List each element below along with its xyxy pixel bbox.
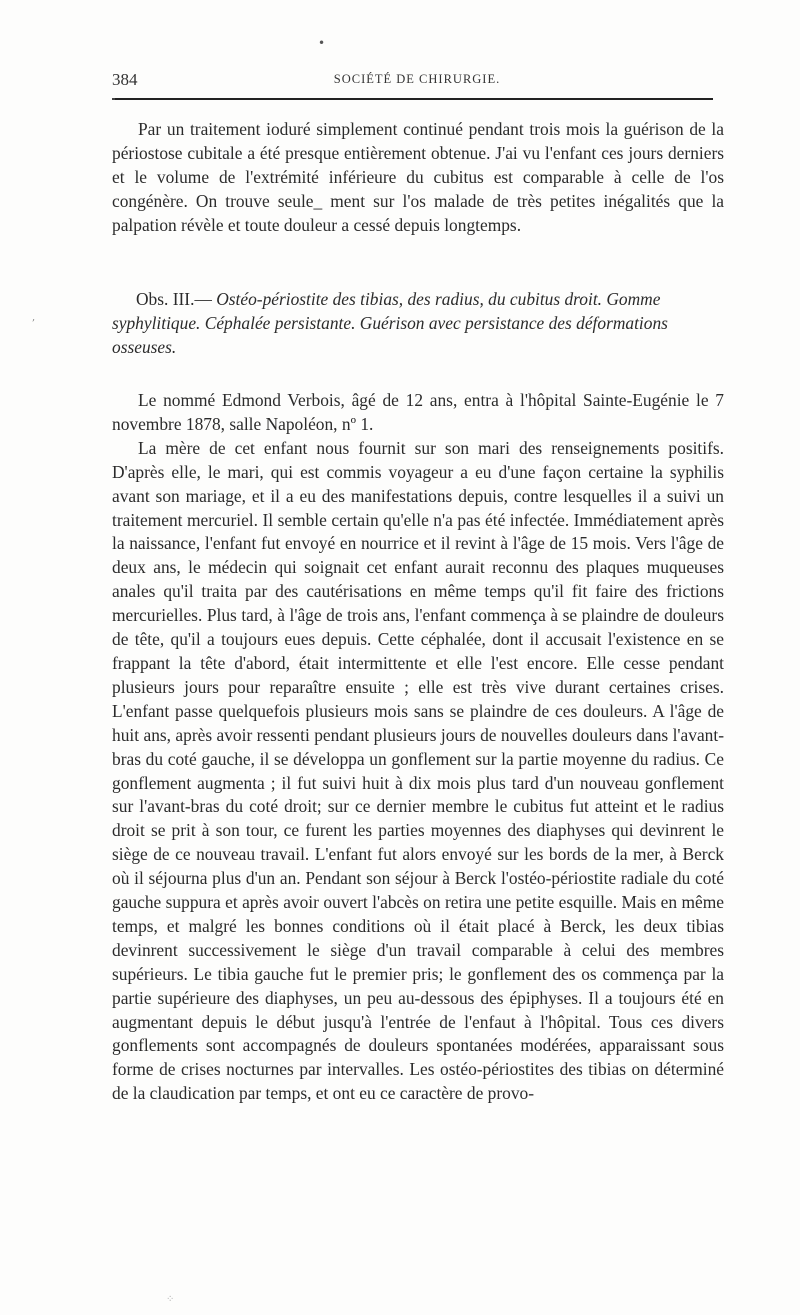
running-title: SOCIÉTÉ DE CHIRURGIE.: [333, 72, 501, 86]
ink-speck: •: [318, 36, 326, 50]
page-number: 384: [112, 70, 138, 89]
paragraph-1-text: Par un traitement ioduré simplement continué pendant trois mois la guérison de la périostose cubitale a été presque entièrement obtenue. J'ai vu l'enfant ces jours derniers et le volume de l'extrémité inférieure du cubitus est comparable à celle de l'os congénère. On trouve seule_ ment sur l'os malade de très petites inégalités que la palpation révèle et toute douleur a cessé depuis longtemps.: [112, 119, 724, 235]
body-text: [112, 389, 724, 1106]
header-rule: [115, 98, 713, 100]
paragraph-1: [112, 118, 724, 238]
page-header: [112, 70, 722, 94]
observation-title: Ostéo-périostite des tibias, des radius, du cubitus droit. Gomme syphylitique. Céphalée persistante. Guérison avec persistance des déformations osseuses.: [112, 289, 668, 357]
margin-mark: ,: [32, 312, 36, 323]
paragraph-2: Le nommé Edmond Verbois, âgé de 12 ans, entra à l'hôpital Sainte-Eugénie le 7 novembre 1878, salle Napoléon, nº 1.: [112, 390, 724, 434]
paragraph-3: La mère de cet enfant nous fournit sur son mari des renseignements positifs. D'après elle, le mari, qui est commis voyageur a eu d'une façon certaine la syphilis avant son mariage, et il a eu des manifestations depuis, contre lesquelles il a suivi un traitement mercuriel. Il semble certain qu'elle n'a pas été infectée. Immédiatement après la naissance, l'enfant fut envoyé en nourrice et il revint à l'âge de 15 mois. Vers l'âge de deux ans, le médecin qui soignait cet enfant aurait reconnu des plaques muqueuses anales qu'il traita par des cautérisations en même temps qu'il fit faire des frictions mercurielles. Plus tard, à l'âge de trois ans, l'enfant commença à se plaindre de douleurs de tête, qu'il a toujours eues depuis. Cette céphalée, dont il accusait l'existence en se frappant la tête d'abord, était intermittente et elle l'est encore. Elle cesse pendant plusieurs jours pour reparaître ensuite ; elle est très vive durant certaines crises. L'enfant passe quelquefois plusieurs mois sans se plaindre de ces douleurs. A l'âge de huit ans, après avoir ressenti pendant plusieurs jours de nouvelles douleurs dans l'avant-bras du coté gauche, il se développa un gonflement sur la partie moyenne du radius. Ce gonflement augmenta ; il fut suivi huit à dix mois plus tard d'un nouveau gonflement sur l'avant-bras du coté droit; sur ce dernier membre le cubitus fut atteint et le radius droit se prit à son tour, ce furent les parties moyennes des diaphyses qui devinrent le siège de ce nouveau travail. L'enfant fut alors envoyé sur les bords de la mer, à Berck où il séjourna plus d'un an. Pendant son séjour à Berck l'ostéo-périostite radiale du coté gauche suppura et après avoir ouvert l'abcès on retira une petite esquille. Mais en même temps, et malgré les bonnes conditions où il était placé à Berck, les deux tibias devinrent successivement le siège d'un travail comparable à celui des membres supérieurs. Le tibia gauche fut le premier pris; le gonflement des os commença par la partie supérieure des diaphyses, un peu au-dessous des épiphyses. Il a toujours été en augmentant depuis le début jusqu'à l'entrée de l'enfaut à l'hôpital. Tous ces divers gonflements sont accompagnés de douleurs spontanées modérées, apparaissant sous forme de crises nocturnes par intervalles. Les ostéo-périostites des tibias on déterminé de la claudication par temps, et ont eu ce caractère de provo-: [112, 437, 724, 1104]
observation-label: Obs. III.—: [136, 289, 212, 309]
bottom-speck: ⁘: [166, 1294, 175, 1305]
observation-heading: [112, 287, 724, 359]
